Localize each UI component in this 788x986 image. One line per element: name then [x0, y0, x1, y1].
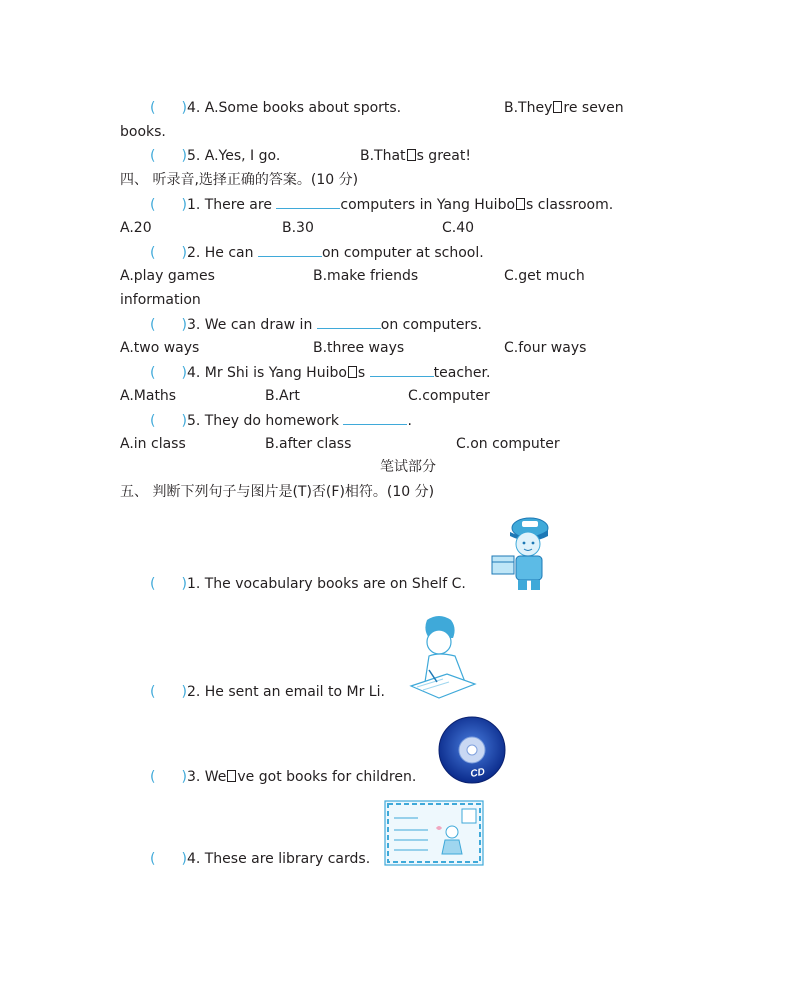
s4-q5-stem: ( )5. They do homework .: [150, 413, 412, 429]
option-c: C.40: [442, 220, 475, 236]
answer-blank[interactable]: [317, 315, 381, 329]
delivery-boy-illustration: [486, 512, 556, 592]
answer-paren-close: ): [181, 197, 187, 213]
s4-q1-stem: ( )1. There are computers in Yang Huibo s classroom.: [150, 197, 614, 213]
answer-paren-open[interactable]: (: [150, 851, 156, 867]
s3-q5-line: [150, 147, 280, 165]
s4-q3-stem: ( )3. We can draw in on computers.: [150, 317, 482, 333]
answer-paren-close: ): [181, 413, 187, 429]
answer-paren-open[interactable]: (: [150, 317, 156, 333]
option-c: C.get much: [504, 268, 585, 284]
answer-blank[interactable]: [258, 243, 322, 257]
answer-paren-close: ): [181, 245, 187, 261]
answer-blank[interactable]: [343, 411, 407, 425]
option-b: B.make friends: [313, 268, 419, 284]
answer-paren-close: ): [181, 100, 187, 116]
s3-q4-option-b: B.They re seven: [504, 100, 624, 116]
answer-paren-open[interactable]: (: [150, 413, 156, 429]
answer-paren-close: ): [181, 851, 187, 867]
answer-paren-close: ): [181, 148, 187, 164]
missing-glyph-box: [407, 149, 416, 161]
answer-paren-open[interactable]: (: [150, 148, 156, 164]
s3-q4-line: [150, 99, 401, 117]
option-c: C.four ways: [504, 340, 587, 356]
answer-paren-open[interactable]: (: [150, 684, 156, 700]
option-a: A.play games: [120, 268, 215, 284]
option-a: A.in class: [120, 436, 186, 452]
answer-blank[interactable]: [370, 363, 434, 377]
answer-paren-open[interactable]: (: [150, 245, 156, 261]
library-card-illustration: [384, 800, 484, 866]
option-a: A.Yes, I go.: [204, 148, 281, 164]
answer-paren-close: ): [181, 769, 187, 785]
question-number: 5.: [186, 148, 201, 164]
option-b: B.Art: [265, 388, 300, 404]
answer-paren-open[interactable]: (: [150, 365, 156, 381]
s4-q4-stem: ( )4. Mr Shi is Yang Huibo s teacher.: [150, 365, 491, 381]
section4-heading: 四、 听录音,选择正确的答案。(10 分): [120, 172, 359, 188]
missing-glyph-box: [348, 366, 357, 378]
option-a: A.Some books about sports.: [204, 100, 402, 116]
s5-q1-line: ( )1. The vocabulary books are on Shelf C.: [150, 576, 466, 592]
option-b: B.three ways: [313, 340, 405, 356]
option-b: B.30: [282, 220, 314, 236]
question-number: 4.: [186, 100, 201, 116]
s3-q5-option-b: B.That s great!: [360, 148, 471, 164]
answer-paren-close: ): [181, 365, 187, 381]
s5-q4-line: ( )4. These are library cards.: [150, 851, 371, 867]
missing-glyph-box: [516, 198, 525, 210]
option-a: A.two ways: [120, 340, 200, 356]
s3-q4-wrap: books.: [120, 124, 166, 140]
answer-blank[interactable]: [276, 195, 340, 209]
answer-paren-close: ): [181, 317, 187, 333]
option-a: A.Maths: [120, 388, 177, 404]
missing-glyph-box: [227, 770, 236, 782]
option-c-wrap: information: [120, 292, 201, 308]
cd-disc-illustration: [437, 715, 507, 785]
section5-heading: 五、 判断下列句子与图片是(T)否(F)相符。(10 分): [120, 484, 435, 500]
s5-q2-line: ( )2. He sent an email to Mr Li.: [150, 684, 385, 700]
s5-q3-line: ( )3. We ve got books for children.: [150, 769, 417, 785]
s4-q2-stem: ( )2. He can on computer at school.: [150, 245, 484, 261]
answer-paren-open[interactable]: (: [150, 197, 156, 213]
option-c: C.computer: [408, 388, 490, 404]
cd-label: CD: [469, 766, 486, 780]
answer-paren-open[interactable]: (: [150, 576, 156, 592]
option-c: C.on computer: [456, 436, 560, 452]
answer-paren-close: ): [181, 684, 187, 700]
answer-paren-close: ): [181, 576, 187, 592]
answer-paren-open[interactable]: (: [150, 100, 156, 116]
boy-writing-illustration: [399, 612, 481, 700]
option-a: A.20: [120, 220, 152, 236]
answer-paren-open[interactable]: (: [150, 769, 156, 785]
option-b: B.after class: [265, 436, 352, 452]
written-part-title: 笔试部分: [380, 459, 436, 475]
missing-glyph-box: [553, 101, 562, 113]
